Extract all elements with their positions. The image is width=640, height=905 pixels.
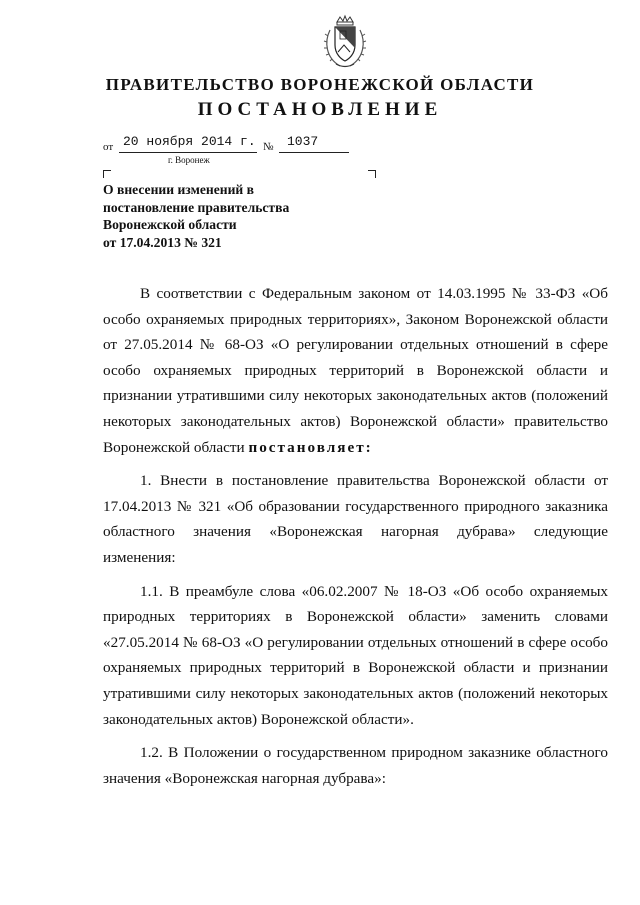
document-type-title: ПОСТАНОВЛЕНИЕ (197, 99, 443, 120)
document-subject (103, 181, 333, 251)
subject-bracket-right (368, 170, 376, 178)
document-date: 20 ноября 2014 г. (123, 134, 256, 149)
document-number: 1037 (287, 134, 319, 149)
document-body (103, 281, 608, 799)
number-underline (279, 152, 349, 153)
preamble-text: В соответствии с Федеральным законом от 14.03.1995 № 33-ФЗ «Об особо охраняемых природных территориях», Законом Воронежской области от 27.05.2014 № 68-ОЗ «О регулировании отдельных отношений в сфере особо охраняемых природных территорий в Воронежской области и признании утратившими силу некоторых законодательных актов (положений некоторых законодательных актов) Воронежской области» правительство Воронежской области (103, 285, 608, 456)
date-number-row (103, 134, 363, 156)
coat-of-arms-icon (322, 14, 368, 70)
subject-bracket-left (103, 170, 111, 178)
subject-line: О внесении изменений в (103, 182, 254, 197)
subject-line: постановление правительства (103, 199, 290, 215)
body-paragraph-1: 1. Внести в постановление правительства Воронежской области от 17.04.2013 № 321 «Об образовании государственного природного заказника областного значения «Воронежская нагорная дубрава» следующие изменения: (103, 472, 608, 566)
number-label: № (263, 141, 274, 153)
decree-colon: : (365, 438, 373, 456)
subject-line: от 17.04.2013 № 321 (103, 234, 222, 250)
date-underline (119, 152, 257, 153)
decree-word: постановляет (248, 438, 366, 456)
government-title: ПРАВИТЕЛЬСТВО ВОРОНЕЖСКОЙ ОБЛАСТИ (105, 75, 535, 94)
body-paragraph-preamble (103, 281, 608, 460)
body-paragraph-1-2: 1.2. В Положении о государственном природном заказнике областного значения «Воронежская нагорная дубрава»: (103, 744, 608, 787)
body-paragraph-1-1: 1.1. В преамбуле слова «06.02.2007 № 18-ОЗ «Об особо охраняемых природных территориях в Воронежской области» заменить словами «27.05.2014 № 68-ОЗ «О регулировании отдельных отношений в сфере особо охраняемых природных территорий в Воронежской области и признании утратившими силу некоторых законодательных актов (положений некоторых законодательных актов) Воронежской области». (103, 582, 608, 728)
subject-line: Воронежской области (103, 217, 237, 232)
date-from-label: от (103, 141, 114, 153)
city-label: г. Воронеж (168, 155, 210, 165)
